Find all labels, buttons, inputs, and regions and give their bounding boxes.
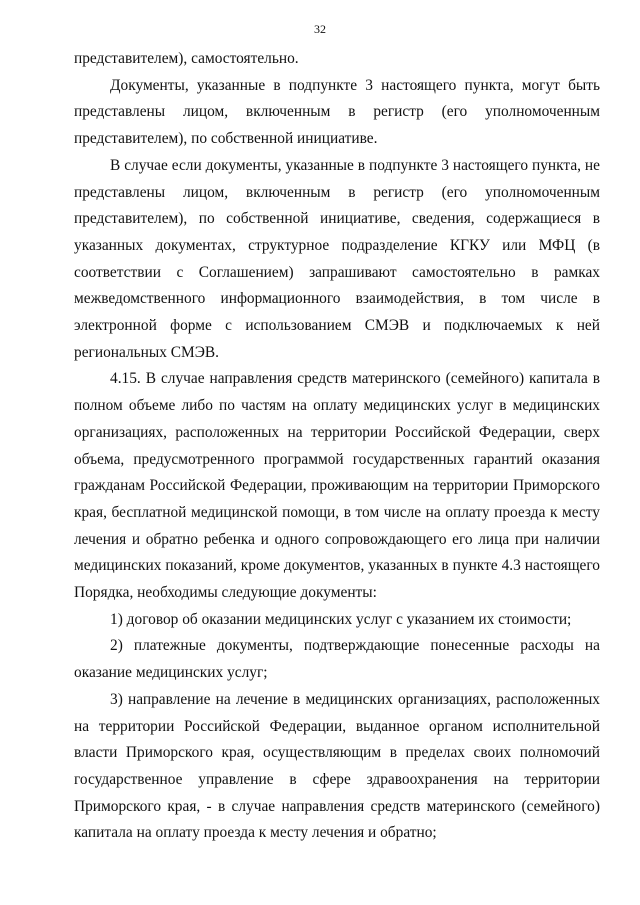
page-number: 32 <box>314 22 326 36</box>
list-item-3: 3) направление на лечение в медицинских организациях, расположенных на территории Российской Федерации, выданное органом исполнительной власти Приморского края, осуществляющим в пределах своих полномочий государственное управление в сфере здравоохранения на территории Приморского края, - в случае направления средств материнского (семейного) капитала на оплату проезда к месту лечения и обратно; <box>74 690 600 842</box>
body-text <box>74 46 600 847</box>
list-item-1: 1) договор об оказании медицинских услуг с указанием их стоимости; <box>110 610 572 628</box>
list-item-2: 2) платежные документы, подтверждающие понесенные расходы на оказание медицинских услуг; <box>74 637 600 682</box>
paragraph-4-15: 4.15. В случае направления средств материнского (семейного) капитала в полном объеме либо по частям на оплату медицинских услуг в медицинских организациях, расположенных на территории Российской Федерации, сверх объема, предусмотренного программой государственных гарантий оказания гражданам Российской Федерации, проживающим на территории Приморского края, бесплатной медицинской помощи, в том числе на оплату проезда к месту лечения и обратно ребенка и одного сопровождающего его лица при наличии медицинских показаний, кроме документов, указанных в пункте 4.3 настоящего Порядка, необходимы следующие документы: <box>74 370 600 602</box>
paragraph-interagency-request: В случае если документы, указанные в подпункте 3 настоящего пункта, не представлены лицом, включенным в регистр (его уполномоченным представителем), по собственной инициативе, сведения, содержащиеся в указанных документах, структурное подразделение КГКУ или МФЦ (в соответствии с Соглашением) запрашивают самостоятельно в рамках межведомственного информационного взаимодействия, в том числе в электронной форме с использованием СМЭВ и подключаемых к ней региональных СМЭВ. <box>74 156 600 361</box>
paragraph-continuation: представителем), самостоятельно. <box>74 50 299 67</box>
paragraph-documents-initiative: Документы, указанные в подпункте 3 настоящего пункта, могут быть представлены лицом, включенным в регистр (его уполномоченным представителем), по собственной инициативе. <box>74 76 600 148</box>
